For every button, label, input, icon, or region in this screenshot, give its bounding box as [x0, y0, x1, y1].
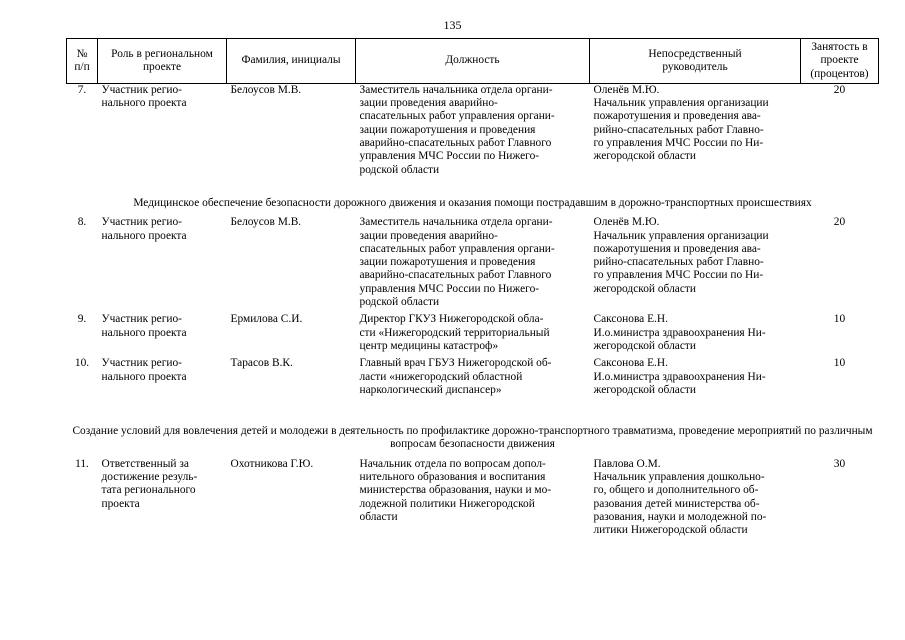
page-number: 135 — [443, 18, 462, 32]
row-supervisor: Оленёв М.Ю. Начальник управления организации пожаротушения и проведения ава- рийно-спасательных работ Главно- го управления МЧС России по Ни- жегородской области — [593, 216, 769, 295]
section-heading: Медицинское обеспечение безопасности дорожного движения и оказания помощи пострадавшим в дорожно-транспортных происшествиях — [133, 196, 812, 209]
row-number: 10. — [74, 357, 90, 370]
row-number: 8. — [77, 216, 87, 229]
row-supervisor: Саксонова Е.Н. И.о.министра здравоохранения Ни- жегородской области — [593, 357, 766, 396]
header-role: Роль в региональном проекте — [98, 39, 227, 84]
header-position: Должность — [356, 39, 590, 84]
row-role: Участник регио- нального проекта — [101, 216, 187, 242]
row-name: Ермилова С.И. — [230, 313, 303, 326]
table-header-row — [67, 39, 879, 84]
row-employment: 20 — [833, 216, 846, 229]
row-number: 7. — [77, 83, 87, 96]
row-number: 11. — [75, 457, 89, 470]
row-name: Белоусов М.В. — [230, 83, 302, 96]
section-heading-row — [67, 181, 879, 216]
row-employment: 30 — [833, 457, 846, 470]
header-employment: Занятость в проекте (процентов) — [801, 39, 879, 84]
row-role: Ответственный за достижение резуль- тата регионального проекта — [101, 457, 198, 510]
row-supervisor: Оленёв М.Ю. Начальник управления организации пожаротушения и проведения ава- рийно-спасательных работ Главно- го управления МЧС России по Ни- жегородской области — [593, 83, 769, 163]
table-row — [67, 216, 879, 313]
row-position: Заместитель начальника отдела органи- зации проведения аварийно- спасательных работ управления органи- зации пожаротушения и проведения аварийно-спасательных работ Главного управления МЧС России по Нижего- родской области — [359, 216, 555, 309]
table-row — [67, 313, 879, 357]
header-name: Фамилия, инициалы — [227, 39, 356, 84]
header-number: № п/п — [67, 39, 98, 84]
project-participants-table — [66, 38, 879, 542]
row-name: Тарасов В.К. — [230, 357, 293, 370]
row-role: Участник регио- нального проекта — [101, 83, 187, 110]
row-employment: 10 — [833, 313, 846, 326]
row-supervisor: Павлова О.М. Начальник управления дошкольно- го, общего и дополнительного об- разования детей министерства об- разования, науки и молодежной по- литики Нижегородской области — [593, 457, 767, 537]
row-position: Заместитель начальника отдела органи- зации проведения аварийно- спасательных работ управления органи- зации пожаротушения и проведения аварийно-спасательных работ Главного управления МЧС России по Нижего- родской области — [359, 83, 555, 176]
row-employment: 20 — [833, 83, 846, 96]
row-position: Главный врач ГБУЗ Нижегородской об- ласти «нижегородский областной наркологический диспансер» — [359, 357, 552, 396]
header-supervisor: Непосредственный руководитель — [590, 39, 801, 84]
row-supervisor: Саксонова Е.Н. И.о.министра здравоохранения Ни- жегородской области — [593, 313, 766, 352]
row-position: Директор ГКУЗ Нижегородской обла- сти «Нижегородский территориальный центр медицины катастроф» — [359, 313, 550, 352]
table-row — [67, 357, 879, 401]
row-number: 9. — [77, 313, 87, 326]
row-position: Начальник отдела по вопросам допол- нительного образования и воспитания министерства образования, науки и мо- лодежной политики Нижегородской области — [359, 457, 552, 523]
row-employment: 10 — [833, 357, 846, 370]
row-role: Участник регио- нального проекта — [101, 313, 187, 339]
table-row — [67, 458, 879, 542]
row-name: Белоусов М.В. — [230, 216, 302, 229]
row-name: Охотникова Г.Ю. — [230, 457, 314, 470]
table-row — [67, 83, 879, 181]
section-heading-row — [67, 401, 879, 458]
section-heading: Создание условий для вовлечения детей и молодежи в деятельность по профилактике дорожно-транспортного травматизма, проведение мероприятий по различным вопросам безопасности движения — [72, 425, 873, 451]
row-role: Участник регио- нального проекта — [101, 357, 187, 383]
